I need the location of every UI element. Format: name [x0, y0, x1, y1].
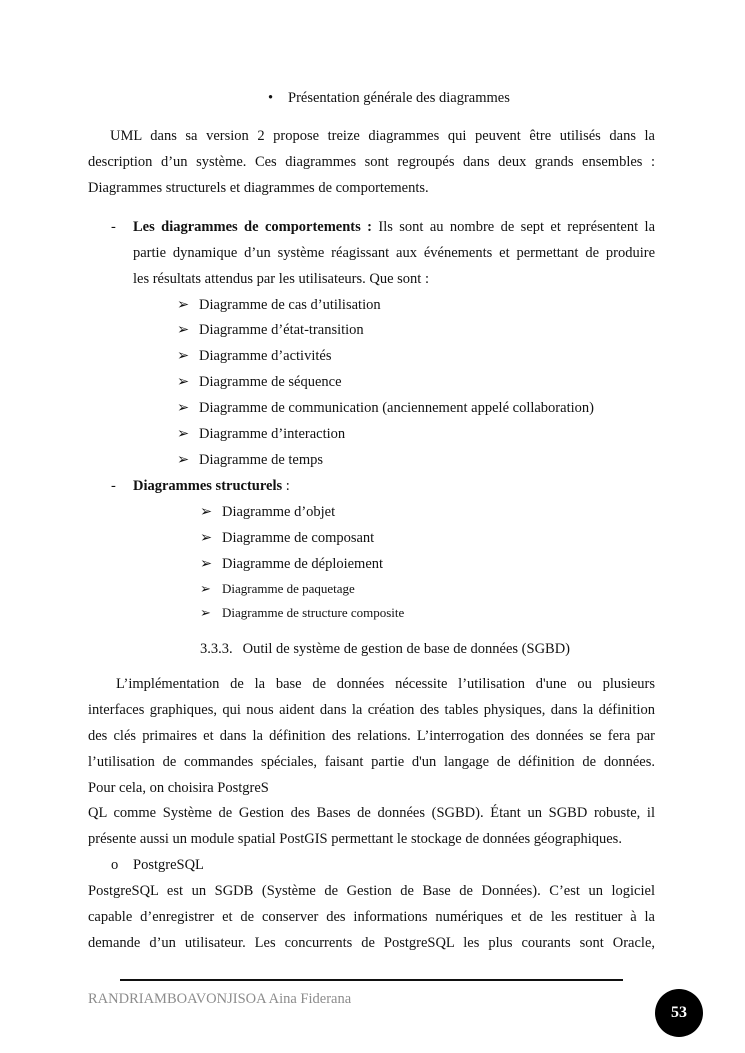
arrow-bullet-icon: ➢ [177, 297, 190, 313]
heading-bullet-text: Présentation générale des diagrammes [288, 90, 510, 106]
list-item: ➢ Diagramme d’activités [177, 348, 332, 364]
list-item: ➢ Diagramme de composant [200, 530, 375, 546]
sgbd-line-1: L’implémentation de la base de données nécessite l’utilisation d'une ou plusieurs [116, 676, 655, 692]
behavior-line-3: les résultats attendus par les utilisateurs. Que sont : [133, 271, 429, 287]
arrow-bullet-icon: ➢ [177, 426, 190, 442]
postgres-bullet [111, 857, 204, 874]
sgbd-line-3: des clés primaires et dans la définition des relations. L’interrogation des données se fera par [88, 728, 655, 744]
structural-heading: Diagrammes structurels : [133, 478, 290, 494]
list-item: ➢ Diagramme de cas d’utilisation [177, 297, 381, 313]
intro-line-3: Diagrammes structurels et diagrammes de comportements. [88, 180, 429, 196]
postgres-bullet-text: PostgreSQL [133, 857, 204, 873]
footer-rule [120, 979, 623, 981]
arrow-bullet-icon: ➢ [177, 322, 190, 338]
list-item: ➢ Diagramme d’interaction [177, 426, 346, 442]
section-title: Outil de système de gestion de base de données (SGBD) [242, 641, 571, 657]
list-item: ➢ Diagramme de temps [177, 452, 324, 468]
intro-line-1: UML dans sa version 2 propose treize diagrammes qui peuvent être utilisés dans la [110, 128, 655, 144]
behavior-line-2: partie dynamique d’un système réagissant aux événements et permettant de produire [133, 245, 655, 261]
structural-title: Diagrammes structurels [133, 478, 283, 494]
arrow-bullet-icon: ➢ [200, 581, 211, 596]
arrow-bullet-icon: ➢ [200, 504, 213, 520]
arrow-bullet-icon: ➢ [200, 556, 213, 572]
postgres-line-3: demande d’un utilisateur. Les concurrents de PostgreSQL les plus courants sont Oracle, [88, 935, 655, 951]
list-item: ➢ Diagramme de séquence [177, 374, 342, 390]
section-heading [200, 641, 570, 658]
arrow-bullet-icon: ➢ [200, 605, 211, 620]
bullet-dot-icon: • [268, 90, 274, 106]
list-item: ➢ Diagramme de paquetage [200, 581, 355, 596]
sgbd-line-6: QL comme Système de Gestion des Bases de données (SGBD). Étant un SGBD robuste, il [88, 805, 655, 821]
list-item: ➢ Diagramme de communication (anciennement appelé collaboration) [177, 400, 594, 416]
arrow-bullet-icon: ➢ [200, 530, 213, 546]
heading-bullet [268, 90, 510, 107]
behavior-line-1: Les diagrammes de comportements : Ils sont au nombre de sept et représentent la [133, 219, 655, 235]
circle-bullet-icon: o [111, 857, 119, 873]
arrow-bullet-icon: ➢ [177, 400, 190, 416]
list-item: ➢ Diagramme d’objet [200, 504, 336, 520]
footer-author: RANDRIAMBOAVONJISOA Aina Fiderana [88, 991, 352, 1007]
list-item: ➢ Diagramme d’état-transition [177, 322, 364, 338]
list-item: ➢ Diagramme de déploiement [200, 556, 384, 572]
arrow-bullet-icon: ➢ [177, 348, 190, 364]
sgbd-line-4: l’utilisation de commandes spéciales, faisant partie d'un langage de définition de données. [88, 754, 655, 770]
section-number: 3.3.3. [200, 641, 233, 657]
dash-marker: - [111, 219, 116, 235]
page-number-badge: 53 [655, 989, 703, 1037]
behavior-title: Les diagrammes de comportements : [133, 219, 372, 235]
sgbd-line-2: interfaces graphiques, qui nous aident dans la création des tables physiques, dans la définition [88, 702, 655, 718]
sgbd-line-5: Pour cela, on choisira PostgreS [88, 780, 269, 796]
postgres-line-1: PostgreSQL est un SGDB (Système de Gestion de Base de Données). C’est un logiciel [88, 883, 655, 899]
arrow-bullet-icon: ➢ [177, 452, 190, 468]
list-item: ➢ Diagramme de structure composite [200, 605, 405, 620]
intro-line-2: description d’un système. Ces diagrammes sont regroupés dans deux grands ensembles : [88, 154, 655, 170]
sgbd-line-7: présente aussi un module spatial PostGIS permettant le stockage de données géographiques. [88, 831, 622, 847]
postgres-line-2: capable d’enregistrer et de conserver des informations numériques et de les restituer à la [88, 909, 655, 925]
arrow-bullet-icon: ➢ [177, 374, 190, 390]
dash-marker: - [111, 478, 116, 494]
